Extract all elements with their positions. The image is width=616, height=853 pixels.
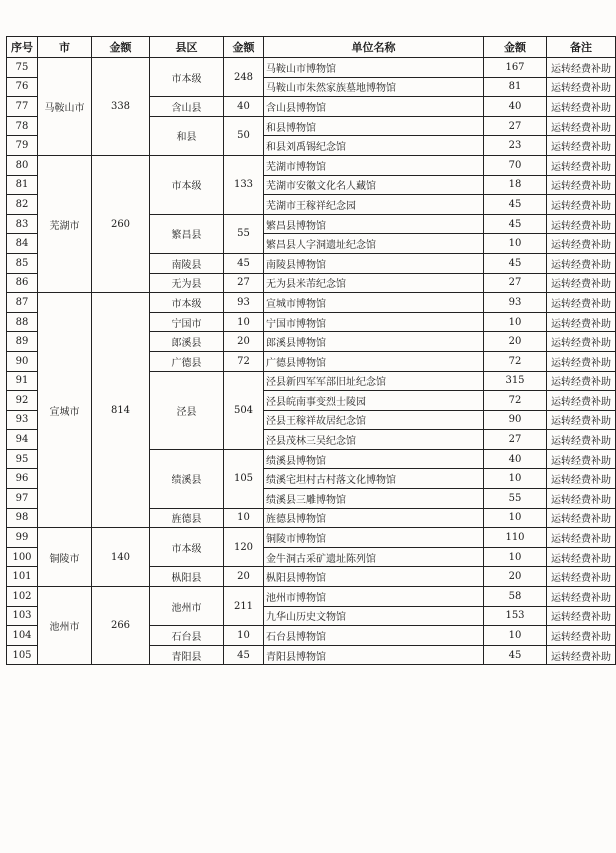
unit-amount-cell: 10 <box>484 234 547 254</box>
header-unit-amount: 金额 <box>484 37 547 58</box>
header-city-amount: 金额 <box>92 37 150 58</box>
county-amount-cell: 10 <box>224 312 264 332</box>
header-row <box>7 37 616 58</box>
note-cell: 运转经费补助 <box>547 469 616 489</box>
unit-name-cell: 铜陵市博物馆 <box>264 528 484 548</box>
unit-amount-cell: 72 <box>484 351 547 371</box>
county-amount-cell: 72 <box>224 351 264 371</box>
unit-name-cell: 池州市博物馆 <box>264 587 484 607</box>
row-index: 81 <box>7 175 38 195</box>
row-index: 94 <box>7 430 38 450</box>
note-cell: 运转经费补助 <box>547 155 616 175</box>
header-index: 序号 <box>7 37 38 58</box>
unit-name-cell: 旌德县博物馆 <box>264 508 484 528</box>
county-cell: 市本级 <box>150 155 224 214</box>
unit-amount-cell: 10 <box>484 547 547 567</box>
row-index: 100 <box>7 547 38 567</box>
county-amount-cell: 27 <box>224 273 264 293</box>
unit-name-cell: 繁昌县人字洞遗址纪念馆 <box>264 234 484 254</box>
county-amount-cell: 20 <box>224 332 264 352</box>
note-cell: 运转经费补助 <box>547 547 616 567</box>
note-cell: 运转经费补助 <box>547 175 616 195</box>
county-amount-cell: 55 <box>224 214 264 253</box>
unit-amount-cell: 27 <box>484 430 547 450</box>
note-cell: 运转经费补助 <box>547 371 616 391</box>
city-amount-cell: 338 <box>92 58 150 156</box>
note-cell: 运转经费补助 <box>547 489 616 509</box>
unit-name-cell: 和县博物馆 <box>264 116 484 136</box>
table-row <box>7 155 616 175</box>
unit-amount-cell: 81 <box>484 77 547 97</box>
row-index: 96 <box>7 469 38 489</box>
county-cell: 泾县 <box>150 371 224 449</box>
city-cell: 池州市 <box>38 587 92 665</box>
table-row <box>7 587 616 607</box>
unit-name-cell: 广德县博物馆 <box>264 351 484 371</box>
county-cell: 市本级 <box>150 293 224 313</box>
header-note: 备注 <box>547 37 616 58</box>
row-index: 102 <box>7 587 38 607</box>
unit-amount-cell: 45 <box>484 214 547 234</box>
county-cell: 含山县 <box>150 97 224 117</box>
unit-amount-cell: 153 <box>484 606 547 626</box>
row-index: 105 <box>7 645 38 665</box>
unit-name-cell: 泾县茂林三吴纪念馆 <box>264 430 484 450</box>
unit-name-cell: 芜湖市王稼祥纪念园 <box>264 195 484 215</box>
city-amount-cell: 140 <box>92 528 150 587</box>
note-cell: 运转经费补助 <box>547 293 616 313</box>
unit-amount-cell: 10 <box>484 626 547 646</box>
row-index: 76 <box>7 77 38 97</box>
header-county-amount: 金额 <box>224 37 264 58</box>
row-index: 101 <box>7 567 38 587</box>
note-cell: 运转经费补助 <box>547 587 616 607</box>
note-cell: 运转经费补助 <box>547 645 616 665</box>
unit-name-cell: 南陵县博物馆 <box>264 253 484 273</box>
unit-name-cell: 青阳县博物馆 <box>264 645 484 665</box>
unit-amount-cell: 45 <box>484 195 547 215</box>
county-cell: 繁昌县 <box>150 214 224 253</box>
county-cell: 池州市 <box>150 587 224 626</box>
county-cell: 宁国市 <box>150 312 224 332</box>
note-cell: 运转经费补助 <box>547 351 616 371</box>
county-cell: 市本级 <box>150 528 224 567</box>
county-cell: 旌德县 <box>150 508 224 528</box>
city-cell: 马鞍山市 <box>38 58 92 156</box>
unit-amount-cell: 167 <box>484 58 547 78</box>
row-index: 97 <box>7 489 38 509</box>
county-amount-cell: 45 <box>224 253 264 273</box>
unit-name-cell: 泾县王稼祥故居纪念馆 <box>264 410 484 430</box>
row-index: 89 <box>7 332 38 352</box>
unit-name-cell: 泾县皖南事变烈士陵园 <box>264 391 484 411</box>
county-cell: 青阳县 <box>150 645 224 665</box>
note-cell: 运转经费补助 <box>547 253 616 273</box>
note-cell: 运转经费补助 <box>547 508 616 528</box>
unit-name-cell: 和县刘禹锡纪念馆 <box>264 136 484 156</box>
unit-name-cell: 绩溪县博物馆 <box>264 449 484 469</box>
unit-amount-cell: 55 <box>484 489 547 509</box>
row-index: 99 <box>7 528 38 548</box>
row-index: 104 <box>7 626 38 646</box>
unit-name-cell: 宣城市博物馆 <box>264 293 484 313</box>
county-amount-cell: 120 <box>224 528 264 567</box>
unit-name-cell: 含山县博物馆 <box>264 97 484 117</box>
unit-amount-cell: 58 <box>484 587 547 607</box>
row-index: 93 <box>7 410 38 430</box>
unit-amount-cell: 45 <box>484 253 547 273</box>
note-cell: 运转经费补助 <box>547 332 616 352</box>
city-amount-cell: 814 <box>92 293 150 528</box>
county-amount-cell: 20 <box>224 567 264 587</box>
city-amount-cell: 266 <box>92 587 150 665</box>
row-index: 84 <box>7 234 38 254</box>
row-index: 87 <box>7 293 38 313</box>
note-cell: 运转经费补助 <box>547 195 616 215</box>
table-row <box>7 293 616 313</box>
county-amount-cell: 211 <box>224 587 264 626</box>
county-amount-cell: 133 <box>224 155 264 214</box>
unit-amount-cell: 90 <box>484 410 547 430</box>
unit-amount-cell: 27 <box>484 116 547 136</box>
unit-amount-cell: 40 <box>484 97 547 117</box>
county-amount-cell: 93 <box>224 293 264 313</box>
unit-name-cell: 马鞍山市朱然家族墓地博物馆 <box>264 77 484 97</box>
row-index: 78 <box>7 116 38 136</box>
table-body <box>7 58 616 665</box>
note-cell: 运转经费补助 <box>547 97 616 117</box>
note-cell: 运转经费补助 <box>547 391 616 411</box>
county-amount-cell: 10 <box>224 626 264 646</box>
unit-amount-cell: 110 <box>484 528 547 548</box>
county-amount-cell: 504 <box>224 371 264 449</box>
county-cell: 郎溪县 <box>150 332 224 352</box>
unit-name-cell: 绩溪县三雕博物馆 <box>264 489 484 509</box>
city-cell: 芜湖市 <box>38 155 92 292</box>
row-index: 95 <box>7 449 38 469</box>
unit-amount-cell: 20 <box>484 332 547 352</box>
unit-amount-cell: 23 <box>484 136 547 156</box>
unit-name-cell: 泾县新四军军部旧址纪念馆 <box>264 371 484 391</box>
row-index: 98 <box>7 508 38 528</box>
unit-name-cell: 枞阳县博物馆 <box>264 567 484 587</box>
unit-name-cell: 芜湖市安徽文化名人藏馆 <box>264 175 484 195</box>
note-cell: 运转经费补助 <box>547 528 616 548</box>
county-amount-cell: 50 <box>224 116 264 155</box>
city-cell: 铜陵市 <box>38 528 92 587</box>
row-index: 85 <box>7 253 38 273</box>
header-unit-name: 单位名称 <box>264 37 484 58</box>
county-cell: 市本级 <box>150 58 224 97</box>
unit-name-cell: 宁国市博物馆 <box>264 312 484 332</box>
row-index: 77 <box>7 97 38 117</box>
county-cell: 南陵县 <box>150 253 224 273</box>
county-amount-cell: 10 <box>224 508 264 528</box>
unit-amount-cell: 18 <box>484 175 547 195</box>
row-index: 90 <box>7 351 38 371</box>
unit-amount-cell: 10 <box>484 312 547 332</box>
unit-amount-cell: 72 <box>484 391 547 411</box>
unit-name-cell: 无为县米芾纪念馆 <box>264 273 484 293</box>
unit-amount-cell: 40 <box>484 449 547 469</box>
county-cell: 广德县 <box>150 351 224 371</box>
row-index: 92 <box>7 391 38 411</box>
unit-name-cell: 金牛洞古采矿遗址陈列馆 <box>264 547 484 567</box>
county-cell: 绩溪县 <box>150 449 224 508</box>
note-cell: 运转经费补助 <box>547 567 616 587</box>
unit-amount-cell: 93 <box>484 293 547 313</box>
unit-amount-cell: 20 <box>484 567 547 587</box>
note-cell: 运转经费补助 <box>547 273 616 293</box>
note-cell: 运转经费补助 <box>547 234 616 254</box>
row-index: 82 <box>7 195 38 215</box>
row-index: 80 <box>7 155 38 175</box>
county-cell: 枞阳县 <box>150 567 224 587</box>
note-cell: 运转经费补助 <box>547 58 616 78</box>
note-cell: 运转经费补助 <box>547 312 616 332</box>
note-cell: 运转经费补助 <box>547 77 616 97</box>
county-cell: 和县 <box>150 116 224 155</box>
unit-name-cell: 九华山历史文物馆 <box>264 606 484 626</box>
unit-name-cell: 绩溪宅坦村古村落文化博物馆 <box>264 469 484 489</box>
county-amount-cell: 248 <box>224 58 264 97</box>
county-cell: 石台县 <box>150 626 224 646</box>
row-index: 79 <box>7 136 38 156</box>
note-cell: 运转经费补助 <box>547 606 616 626</box>
county-amount-cell: 105 <box>224 449 264 508</box>
note-cell: 运转经费补助 <box>547 116 616 136</box>
unit-amount-cell: 10 <box>484 508 547 528</box>
row-index: 86 <box>7 273 38 293</box>
note-cell: 运转经费补助 <box>547 626 616 646</box>
unit-amount-cell: 70 <box>484 155 547 175</box>
table-row <box>7 58 616 78</box>
note-cell: 运转经费补助 <box>547 136 616 156</box>
header-county: 县区 <box>150 37 224 58</box>
row-index: 88 <box>7 312 38 332</box>
unit-name-cell: 芜湖市博物馆 <box>264 155 484 175</box>
funding-table <box>6 36 616 665</box>
county-cell: 无为县 <box>150 273 224 293</box>
county-amount-cell: 45 <box>224 645 264 665</box>
unit-amount-cell: 315 <box>484 371 547 391</box>
row-index: 83 <box>7 214 38 234</box>
row-index: 103 <box>7 606 38 626</box>
note-cell: 运转经费补助 <box>547 410 616 430</box>
city-cell: 宣城市 <box>38 293 92 528</box>
unit-name-cell: 繁昌县博物馆 <box>264 214 484 234</box>
unit-amount-cell: 10 <box>484 469 547 489</box>
note-cell: 运转经费补助 <box>547 214 616 234</box>
table-row <box>7 528 616 548</box>
county-amount-cell: 40 <box>224 97 264 117</box>
unit-amount-cell: 45 <box>484 645 547 665</box>
unit-name-cell: 石台县博物馆 <box>264 626 484 646</box>
unit-name-cell: 郎溪县博物馆 <box>264 332 484 352</box>
note-cell: 运转经费补助 <box>547 449 616 469</box>
unit-amount-cell: 27 <box>484 273 547 293</box>
unit-name-cell: 马鞍山市博物馆 <box>264 58 484 78</box>
note-cell: 运转经费补助 <box>547 430 616 450</box>
header-city: 市 <box>38 37 92 58</box>
row-index: 91 <box>7 371 38 391</box>
row-index: 75 <box>7 58 38 78</box>
city-amount-cell: 260 <box>92 155 150 292</box>
